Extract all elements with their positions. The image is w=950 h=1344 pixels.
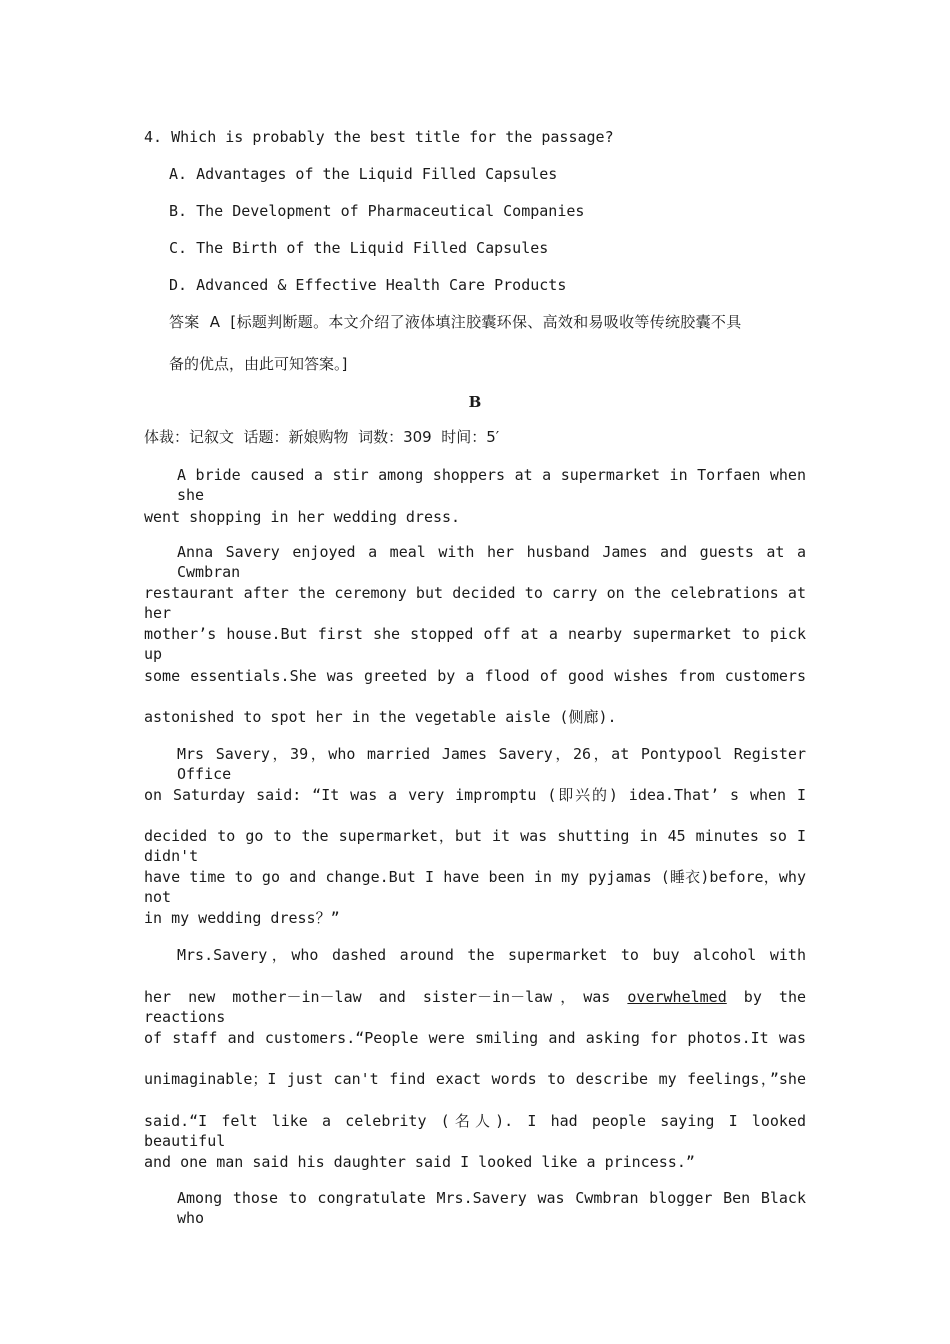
answer-explanation-line2: 备的优点，由此可知答案。] [169,355,348,373]
option-a: A. Advantages of the Liquid Filled Capsules [169,165,558,183]
paragraph-3-line: Mrs Savery，39，who married James Savery，26，at Pontypool Register Office [177,745,806,783]
paragraph-1-line: A bride caused a stir among shoppers at a supermarket in Torfaen when she [177,466,806,504]
paragraph-4-line: said.“I felt like a celebrity (名人). I had people saying I looked beautiful [144,1112,806,1150]
paragraph-1-line: went shopping in her wedding dress. [144,508,461,526]
option-c: C. The Birth of the Liquid Filled Capsules [169,239,549,257]
paragraph-4-line: unimaginable；I just can't find exact words to describe my feelings，”she [144,1070,806,1088]
paragraph-3-line: have time to go and change.But I have been in my pyjamas (睡衣)before，why not [144,868,806,906]
option-b: B. The Development of Pharmaceutical Companies [169,202,585,220]
question-stem: 4. Which is probably the best title for the passage? [144,128,614,146]
paragraph-2-line: mother’s house.But first she stopped off at a nearby supermarket to pick up [144,625,806,663]
paragraph-2-line: Anna Savery enjoyed a meal with her husband James and guests at a Cwmbran [177,543,806,581]
passage-meta: 体裁：记叙文 话题：新娘购物 词数：309 时间：5′ [144,428,500,446]
option-d: D. Advanced & Effective Health Care Products [169,276,567,294]
answer-explanation-line1: 答案 A [标题判断题。本文介绍了液体填注胶囊环保、高效和易吸收等传统胶囊不具 [169,313,742,331]
paragraph-4-line: of staff and customers.“People were smiling and asking for photos.It was [144,1029,806,1047]
paragraph-4-line [144,987,806,1027]
paragraph-4-line: and one man said his daughter said I looked like a princess.” [144,1153,695,1171]
paragraph-2-line: restaurant after the ceremony but decided to carry on the celebrations at her [144,584,806,622]
paragraph-4-line: Mrs.Savery，who dashed around the supermarket to buy alcohol with [177,946,806,964]
section-heading: B [468,393,482,411]
underlined-word: overwhelmed [627,988,727,1006]
paragraph-3-line: in my wedding dress？” [144,909,340,927]
paragraph-2-line: astonished to spot her in the vegetable aisle (侧廊). [144,708,617,726]
text-segment: her new mother－in－law and sister－in－law，was [144,988,628,1006]
text-segment: by the reactions [144,988,807,1026]
paragraph-2-line: some essentials.She was greeted by a flood of good wishes from customers [144,667,806,685]
paragraph-3-line: decided to go to the supermarket，but it was shutting in 45 minutes so I didn't [144,827,806,865]
paragraph-5-line: Among those to congratulate Mrs.Savery was Cwmbran blogger Ben Black who [177,1189,806,1227]
paragraph-3-line: on Saturday said: “It was a very impromptu (即兴的) idea.That’ s when I [144,786,806,804]
